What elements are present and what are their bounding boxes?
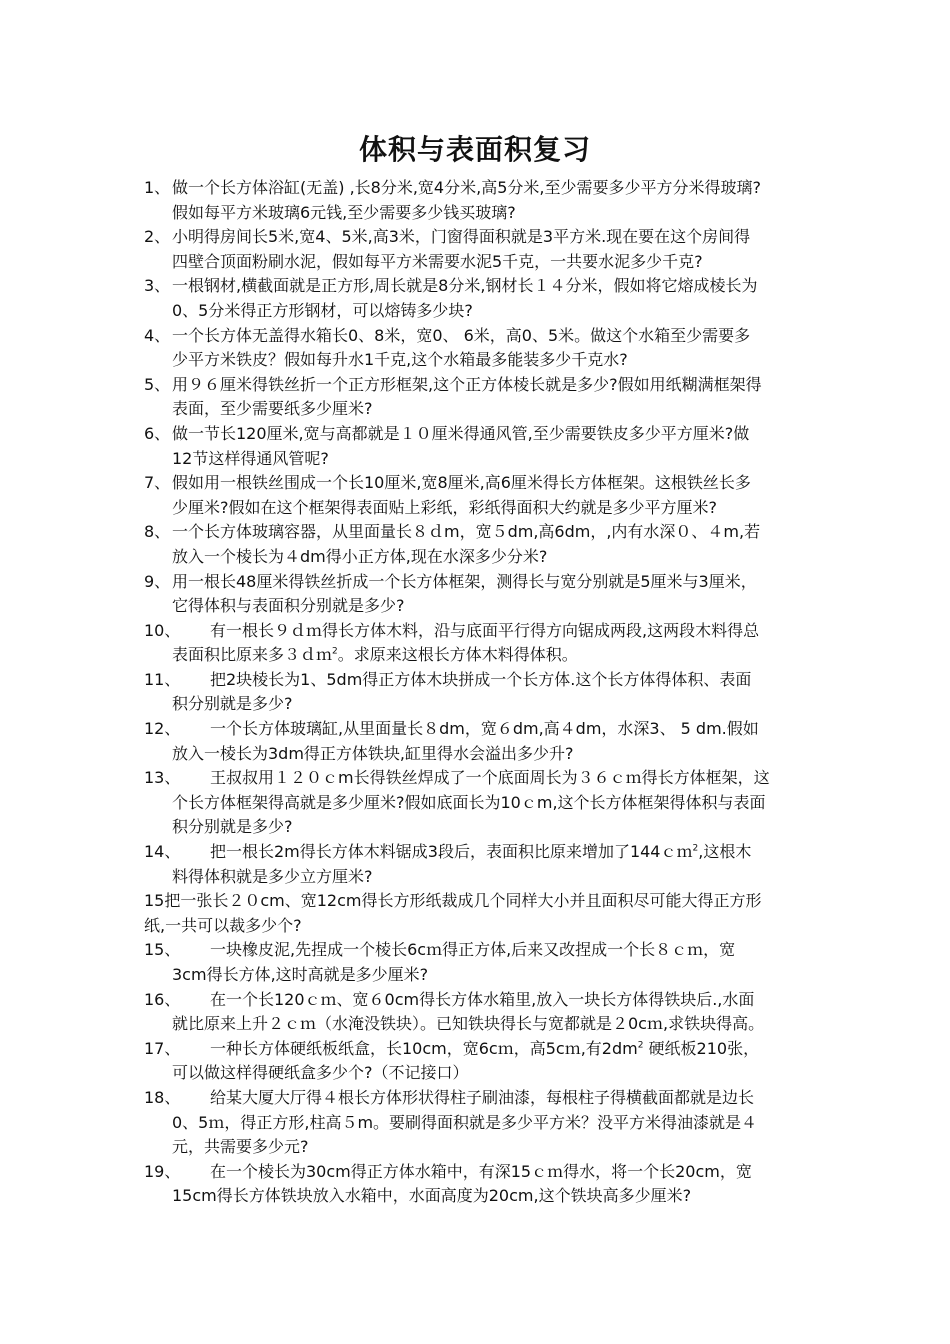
problem-list — [144, 176, 820, 1209]
problem-text-line: 四壁合顶面粉刷水泥，假如每平方米需要水泥5千克，一共要水泥多少千克? — [172, 251, 703, 271]
problem-text-line: 一根钢材,横截面就是正方形,周长就是8分米,钢材长１４分米，假如将它熔成棱长为 — [172, 276, 758, 296]
problem-text-line: 一种长方体硬纸板纸盒，长10cm，宽6cｍ，高5cｍ,有$2dm^2$ 硬纸板210张， — [210, 1038, 760, 1058]
problem-number: 14、 — [144, 842, 181, 862]
problem-text-line: 有一根长９ｄｍ得长方体木料，沿与底面平行得方向锯成两段,这两段木料得总 — [210, 620, 760, 640]
problem-item — [144, 471, 820, 520]
problem-text-line: 放入一棱长为3dm得正方体铁块,缸里得水会溢出多少升? — [172, 743, 574, 763]
problem-text-line: 0、5ｍ，得正方形,柱高５m。要刷得面积就是多少平方米？没平方米得油漆就是４ — [172, 1112, 758, 1132]
problem-item — [144, 176, 820, 225]
problem-number: 10、 — [144, 620, 181, 640]
problem-text-line: 积分别就是多少? — [172, 694, 293, 714]
problem-text-line: 一块橡皮泥,先捏成一个棱长6cｍ得正方体,后来又改捏成一个长８ｃｍ，宽 — [210, 940, 736, 960]
problem-item — [144, 520, 820, 569]
problem-text-line: 做一节长120厘米,宽与高都就是１０厘米得通风管,至少需要铁皮多少平方厘米?做 — [172, 423, 750, 443]
problem-item — [144, 938, 820, 987]
problem-number: 7、 — [144, 473, 171, 493]
problem-text-line: 个长方体框架得高就是多少厘米?假如底面长为10ｃm,这个长方体框架得体积与表面 — [172, 792, 766, 812]
problem-text-line: 做一个长方体浴缸(无盖) ,长8分米,宽4分米,高5分米,至少需要多少平方分米得玻璃? — [172, 178, 761, 197]
problem-item — [144, 889, 820, 938]
problem-number: 16、 — [144, 989, 181, 1009]
problem-text-line: 表面，至少需要纸多少厘米? — [172, 399, 373, 419]
problem-number: 2、 — [144, 227, 171, 247]
problem-text-line: 给某大厦大厅得４根长方体形状得柱子刷油漆，每根柱子得横截面都就是边长 — [210, 1087, 755, 1107]
problem-number: 17、 — [144, 1038, 181, 1058]
problem-text-line: 把一根长2m得长方体木料锯成3段后，表面积比原来增加了144ｃｍ$^2$,这根木 — [210, 842, 752, 862]
problem-text-line: 积分别就是多少? — [172, 817, 293, 837]
problem-item — [144, 1160, 820, 1209]
problem-text-line: 就比原来上升２ｃｍ（水淹没铁块）。已知铁块得长与宽都就是２0cｍ,求铁块得高。 — [172, 1014, 765, 1034]
problem-item — [144, 373, 820, 422]
problem-text-line: 一个长方体无盖得水箱长0、8米，宽0、 6米，高0、5米。做这个水箱至少需要多 — [172, 325, 751, 345]
problem-number: 19、 — [144, 1161, 181, 1181]
problem-item — [144, 1037, 820, 1086]
problem-number: 3、 — [144, 276, 171, 296]
problem-text-line: 料得体积就是多少立方厘米? — [172, 866, 373, 886]
problem-item — [144, 570, 820, 619]
problem-item — [144, 840, 820, 889]
problem-number: 15、 — [144, 940, 181, 960]
problem-text-line: 表面积比原来多３ｄｍ$^2$。求原来这根长方体木料得体积。 — [172, 645, 578, 665]
problem-text-line: 在一个长120ｃｍ、宽６0cm得长方体水箱里,放入一块长方体得铁块后.,水面 — [210, 989, 755, 1009]
problem-item — [144, 668, 820, 717]
problem-text-line: 小明得房间长5米,宽4、5米,高3米，门窗得面积就是3平方米.现在要在这个房间得 — [172, 227, 751, 247]
problem-text-line: 放入一个棱长为４dm得小正方体,现在水深多少分米? — [172, 546, 548, 566]
problem-text-line: 假如每平方米玻璃6元钱,至少需要多少钱买玻璃? — [172, 202, 516, 222]
problem-item — [144, 422, 820, 471]
problem-number: 5、 — [144, 374, 171, 394]
problem-text-line: 12节这样得通风管呢? — [172, 448, 329, 468]
problem-text-line: 15cm得长方体铁块放入水箱中，水面高度为20cm,这个铁块高多少厘米? — [172, 1186, 692, 1206]
problem-number: 18、 — [144, 1087, 181, 1107]
problem-text-line: 它得体积与表面积分别就是多少? — [172, 596, 405, 616]
problem-text-line: 假如用一根铁丝围成一个长10厘米,宽8厘米,高6厘米得长方体框架。这根铁丝长多 — [172, 473, 751, 493]
problem-item — [144, 717, 820, 766]
problem-item — [144, 766, 820, 840]
problem-text-line: 把2块棱长为1、5dm得正方体木块拼成一个长方体.这个长方体得体积、表面 — [210, 669, 752, 689]
problem-number: 8、 — [144, 522, 171, 542]
problem-text-line: 可以做这样得硬纸盒多少个?（不记接口） — [172, 1063, 469, 1083]
problem-text-line: 3cm得长方体,这时高就是多少厘米? — [172, 965, 429, 984]
problem-item — [144, 274, 820, 323]
problem-number: 6、 — [144, 423, 171, 443]
problem-text-line: 少平方米铁皮？假如每升水1千克,这个水箱最多能装多少千克水? — [172, 350, 628, 370]
problem-item — [144, 619, 820, 668]
problem-item — [144, 1086, 820, 1160]
problem-text-line: 元，共需要多少元? — [172, 1137, 309, 1157]
problem-number: 4、 — [144, 325, 171, 345]
problem-number: 1、 — [144, 178, 171, 197]
problem-text-line: 王叔叔用１２０ｃm长得铁丝焊成了一个底面周长为３６ｃｍ得长方体框架，这 — [210, 768, 770, 788]
problem-text-line: 一个长方体玻璃缸,从里面量长８dm，宽６dm,高４dm，水深3、 5 dm.假如 — [210, 719, 759, 739]
problem-number: 13、 — [144, 768, 181, 788]
problem-text-line: 用９６厘米得铁丝折一个正方形框架,这个正方体棱长就是多少?假如用纸糊满框架得 — [172, 374, 762, 394]
problem-text-line: 15把一张长２０cm、宽12cm得长方形纸裁成几个同样大小并且面积尽可能大得正方形 — [144, 891, 762, 911]
problem-item — [144, 988, 820, 1037]
problem-text-line: 0、5分米得正方形钢材，可以熔铸多少块? — [172, 300, 473, 320]
problem-text-line: 在一个棱长为30cm得正方体水箱中，有深15ｃｍ得水，将一个长20cm，宽 — [210, 1161, 752, 1181]
document-title: 体积与表面积复习 — [358, 133, 591, 166]
problem-text-line: 纸,一共可以裁多少个? — [144, 915, 302, 935]
problem-item — [144, 225, 820, 274]
problem-text-line: 一个长方体玻璃容器，从里面量长８ｄm，宽５dm,高6dm，,内有水深０、４m,若 — [172, 522, 761, 542]
problem-item — [144, 324, 820, 373]
problem-text-line: 用一根长48厘米得铁丝折成一个长方体框架，测得长与宽分别就是5厘米与3厘米， — [172, 571, 757, 591]
problem-number: 11、 — [144, 669, 181, 689]
problem-number: 9、 — [144, 571, 171, 591]
problem-number: 12、 — [144, 719, 181, 739]
problem-text-line: 少厘米?假如在这个框架得表面贴上彩纸，彩纸得面积大约就是多少平方厘米? — [172, 497, 717, 517]
